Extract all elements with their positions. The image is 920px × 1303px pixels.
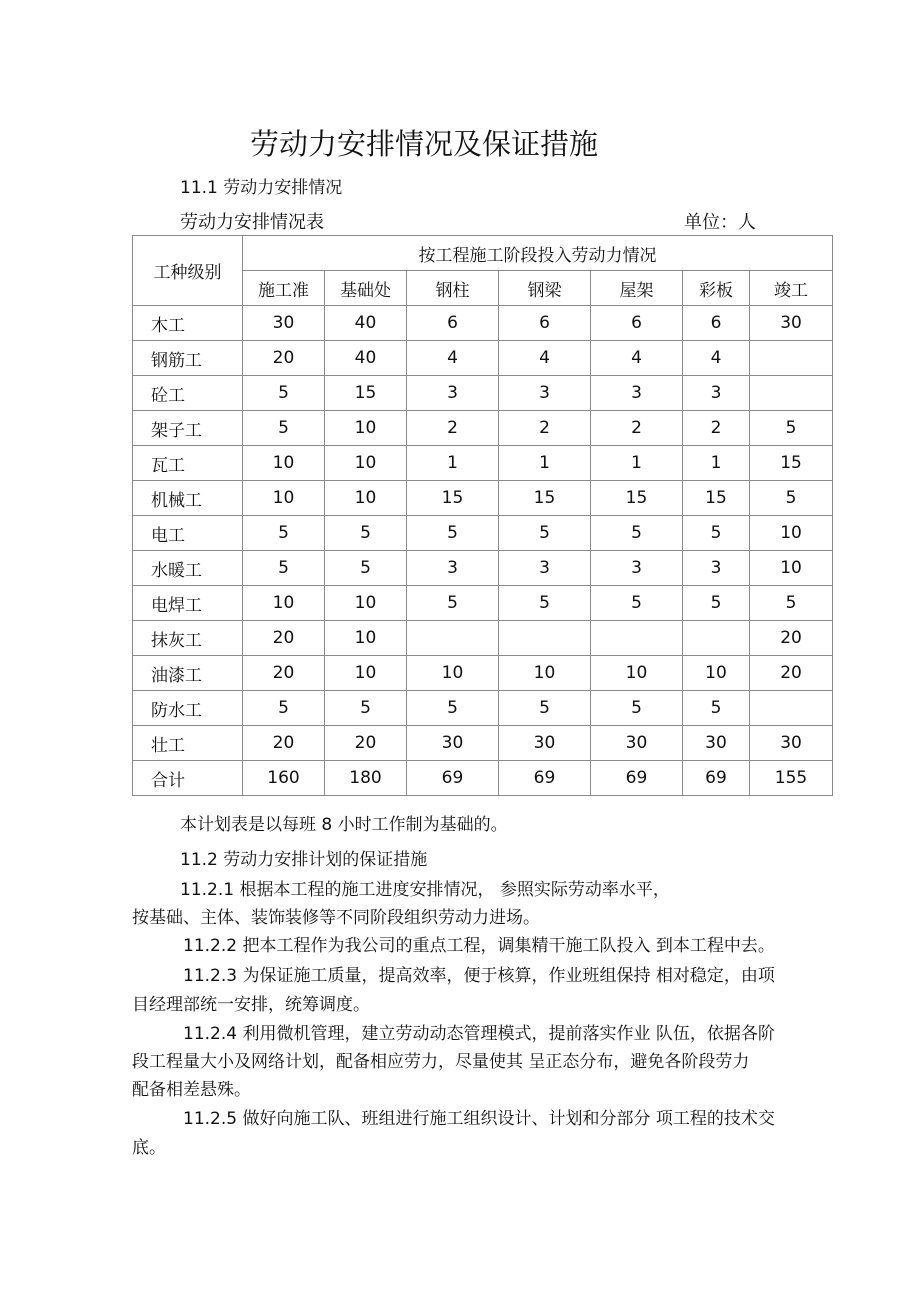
value-cell: 2	[683, 411, 750, 446]
value-cell: 10	[325, 656, 407, 691]
value-cell: 3	[499, 376, 591, 411]
table-body	[133, 306, 833, 796]
value-cell: 3	[407, 376, 499, 411]
value-cell: 15	[407, 481, 499, 516]
value-cell	[407, 621, 499, 656]
stage-header: 施工准	[243, 271, 325, 306]
value-cell: 10	[243, 586, 325, 621]
trade-cell: 机械工	[133, 481, 243, 516]
table-row	[133, 446, 833, 481]
stage-header: 基础处	[325, 271, 407, 306]
value-cell: 15	[750, 446, 833, 481]
value-cell: 10	[750, 516, 833, 551]
value-cell: 5	[325, 516, 407, 551]
paragraph-11-2-1-line-2: 按基础、主体、装饰装修等不同阶段组织劳动力进场。	[132, 908, 540, 928]
value-cell: 20	[243, 621, 325, 656]
value-cell	[591, 621, 683, 656]
value-cell: 20	[243, 341, 325, 376]
value-cell: 10	[325, 411, 407, 446]
value-cell: 5	[591, 516, 683, 551]
stage-header: 屋架	[591, 271, 683, 306]
table-row	[133, 621, 833, 656]
stage-header: 钢梁	[499, 271, 591, 306]
table-row	[133, 341, 833, 376]
value-cell: 160	[243, 761, 325, 796]
value-cell: 5	[683, 691, 750, 726]
value-cell: 10	[407, 656, 499, 691]
section-heading-11-2: 11.2 劳动力安排计划的保证措施	[180, 850, 428, 870]
trade-cell: 抹灰工	[133, 621, 243, 656]
trade-cell: 电焊工	[133, 586, 243, 621]
value-cell	[750, 341, 833, 376]
paragraph-11-2-4-line-2: 段工程量大小及网络计划，配备相应劳力，尽量使其 呈正态分布，避免各阶段劳力	[132, 1052, 750, 1072]
value-cell: 15	[591, 481, 683, 516]
trade-cell: 合计	[133, 761, 243, 796]
value-cell: 6	[683, 306, 750, 341]
value-cell: 69	[591, 761, 683, 796]
trade-cell: 木工	[133, 306, 243, 341]
table-row	[133, 306, 833, 341]
value-cell: 10	[243, 446, 325, 481]
value-cell: 20	[750, 621, 833, 656]
table-row	[133, 376, 833, 411]
value-cell: 2	[591, 411, 683, 446]
value-cell: 6	[591, 306, 683, 341]
value-cell: 30	[750, 306, 833, 341]
trade-cell: 砼工	[133, 376, 243, 411]
value-cell: 4	[591, 341, 683, 376]
value-cell: 69	[683, 761, 750, 796]
paragraph-11-2-5-line-2: 底。	[132, 1138, 166, 1158]
value-cell: 1	[591, 446, 683, 481]
value-cell: 1	[683, 446, 750, 481]
value-cell: 4	[407, 341, 499, 376]
labor-table	[132, 235, 833, 796]
value-cell: 5	[407, 516, 499, 551]
paragraph-11-2-3-line-1: 11.2.3 为保证施工质量，提高效率，便于核算，作业班组保持 相对稳定，由项	[183, 966, 775, 986]
paragraph-11-2-4-line-1: 11.2.4 利用微机管理，建立劳动动态管理模式，提前落实作业 队伍，依据各阶	[183, 1024, 775, 1044]
stage-header: 钢柱	[407, 271, 499, 306]
paragraph-11-2-1-line-1: 11.2.1 根据本工程的施工进度安排情况， 参照实际劳动率水平，	[180, 880, 670, 900]
value-cell: 4	[499, 341, 591, 376]
trade-cell: 壮工	[133, 726, 243, 761]
trade-cell: 油漆工	[133, 656, 243, 691]
value-cell: 5	[591, 691, 683, 726]
paragraph-11-2-5-line-1: 11.2.5 做好向施工队、班组进行施工组织设计、计划和分部分 项工程的技术交	[183, 1109, 775, 1129]
value-cell: 5	[750, 586, 833, 621]
value-cell	[499, 621, 591, 656]
value-cell: 69	[499, 761, 591, 796]
value-cell: 5	[243, 551, 325, 586]
value-cell: 5	[499, 516, 591, 551]
value-cell	[750, 376, 833, 411]
table-unit: 单位：人	[684, 212, 756, 233]
value-cell: 3	[591, 551, 683, 586]
value-cell: 30	[683, 726, 750, 761]
value-cell: 5	[750, 481, 833, 516]
value-cell: 3	[591, 376, 683, 411]
value-cell: 6	[499, 306, 591, 341]
value-cell: 4	[683, 341, 750, 376]
value-cell: 6	[407, 306, 499, 341]
table-caption: 劳动力安排情况表	[180, 212, 324, 233]
value-cell: 5	[243, 411, 325, 446]
value-cell: 1	[407, 446, 499, 481]
value-cell: 5	[499, 691, 591, 726]
value-cell	[750, 691, 833, 726]
stage-header: 彩板	[683, 271, 750, 306]
table-row	[133, 516, 833, 551]
value-cell: 3	[499, 551, 591, 586]
trade-cell: 架子工	[133, 411, 243, 446]
value-cell: 5	[325, 691, 407, 726]
value-cell: 30	[407, 726, 499, 761]
value-cell: 3	[407, 551, 499, 586]
trade-cell: 瓦工	[133, 446, 243, 481]
value-cell: 10	[325, 481, 407, 516]
table-row	[133, 551, 833, 586]
value-cell: 10	[683, 656, 750, 691]
paragraph-11-2-3-line-2: 目经理部统一安排，统筹调度。	[132, 995, 370, 1015]
value-cell: 1	[499, 446, 591, 481]
value-cell: 5	[243, 516, 325, 551]
page-title: 劳动力安排情况及保证措施	[250, 127, 599, 161]
value-cell: 30	[750, 726, 833, 761]
value-cell: 3	[683, 376, 750, 411]
corner-header: 工种级别	[133, 236, 243, 306]
table-row	[133, 656, 833, 691]
table-row	[133, 691, 833, 726]
value-cell: 5	[499, 586, 591, 621]
trade-cell: 水暖工	[133, 551, 243, 586]
table-row	[133, 481, 833, 516]
value-cell: 20	[243, 656, 325, 691]
table-row	[133, 726, 833, 761]
value-cell: 30	[243, 306, 325, 341]
value-cell: 5	[407, 691, 499, 726]
value-cell: 15	[499, 481, 591, 516]
value-cell: 5	[750, 411, 833, 446]
value-cell: 10	[499, 656, 591, 691]
value-cell: 10	[325, 446, 407, 481]
value-cell: 5	[591, 586, 683, 621]
table-row	[133, 586, 833, 621]
trade-cell: 防水工	[133, 691, 243, 726]
value-cell: 5	[407, 586, 499, 621]
value-cell: 10	[325, 586, 407, 621]
paragraph-11-2-4-line-3: 配备相差悬殊。	[132, 1080, 251, 1100]
value-cell: 5	[243, 376, 325, 411]
value-cell: 20	[243, 726, 325, 761]
value-cell: 3	[683, 551, 750, 586]
value-cell: 20	[325, 726, 407, 761]
value-cell: 180	[325, 761, 407, 796]
value-cell: 10	[750, 551, 833, 586]
value-cell: 2	[499, 411, 591, 446]
value-cell: 40	[325, 341, 407, 376]
value-cell: 30	[591, 726, 683, 761]
value-cell: 5	[683, 516, 750, 551]
value-cell: 5	[243, 691, 325, 726]
trade-cell: 钢筋工	[133, 341, 243, 376]
value-cell: 155	[750, 761, 833, 796]
value-cell	[683, 621, 750, 656]
table-row	[133, 411, 833, 446]
value-cell: 10	[325, 621, 407, 656]
value-cell: 2	[407, 411, 499, 446]
section-heading-11-1: 11.1 劳动力安排情况	[180, 178, 343, 198]
value-cell: 15	[683, 481, 750, 516]
value-cell: 15	[325, 376, 407, 411]
value-cell: 5	[325, 551, 407, 586]
value-cell: 30	[499, 726, 591, 761]
group-header: 按工程施工阶段投入劳动力情况	[243, 236, 833, 271]
table-row	[133, 761, 833, 796]
value-cell: 10	[243, 481, 325, 516]
value-cell: 10	[591, 656, 683, 691]
paragraph-11-2-2-line-1: 11.2.2 把本工程作为我公司的重点工程，调集精干施工队投入 到本工程中去。	[183, 936, 775, 956]
value-cell: 5	[683, 586, 750, 621]
table-note: 本计划表是以每班 8 小时工作制为基础的。	[180, 815, 508, 835]
value-cell: 40	[325, 306, 407, 341]
stage-header: 竣工	[750, 271, 833, 306]
value-cell: 69	[407, 761, 499, 796]
trade-cell: 电工	[133, 516, 243, 551]
value-cell: 20	[750, 656, 833, 691]
